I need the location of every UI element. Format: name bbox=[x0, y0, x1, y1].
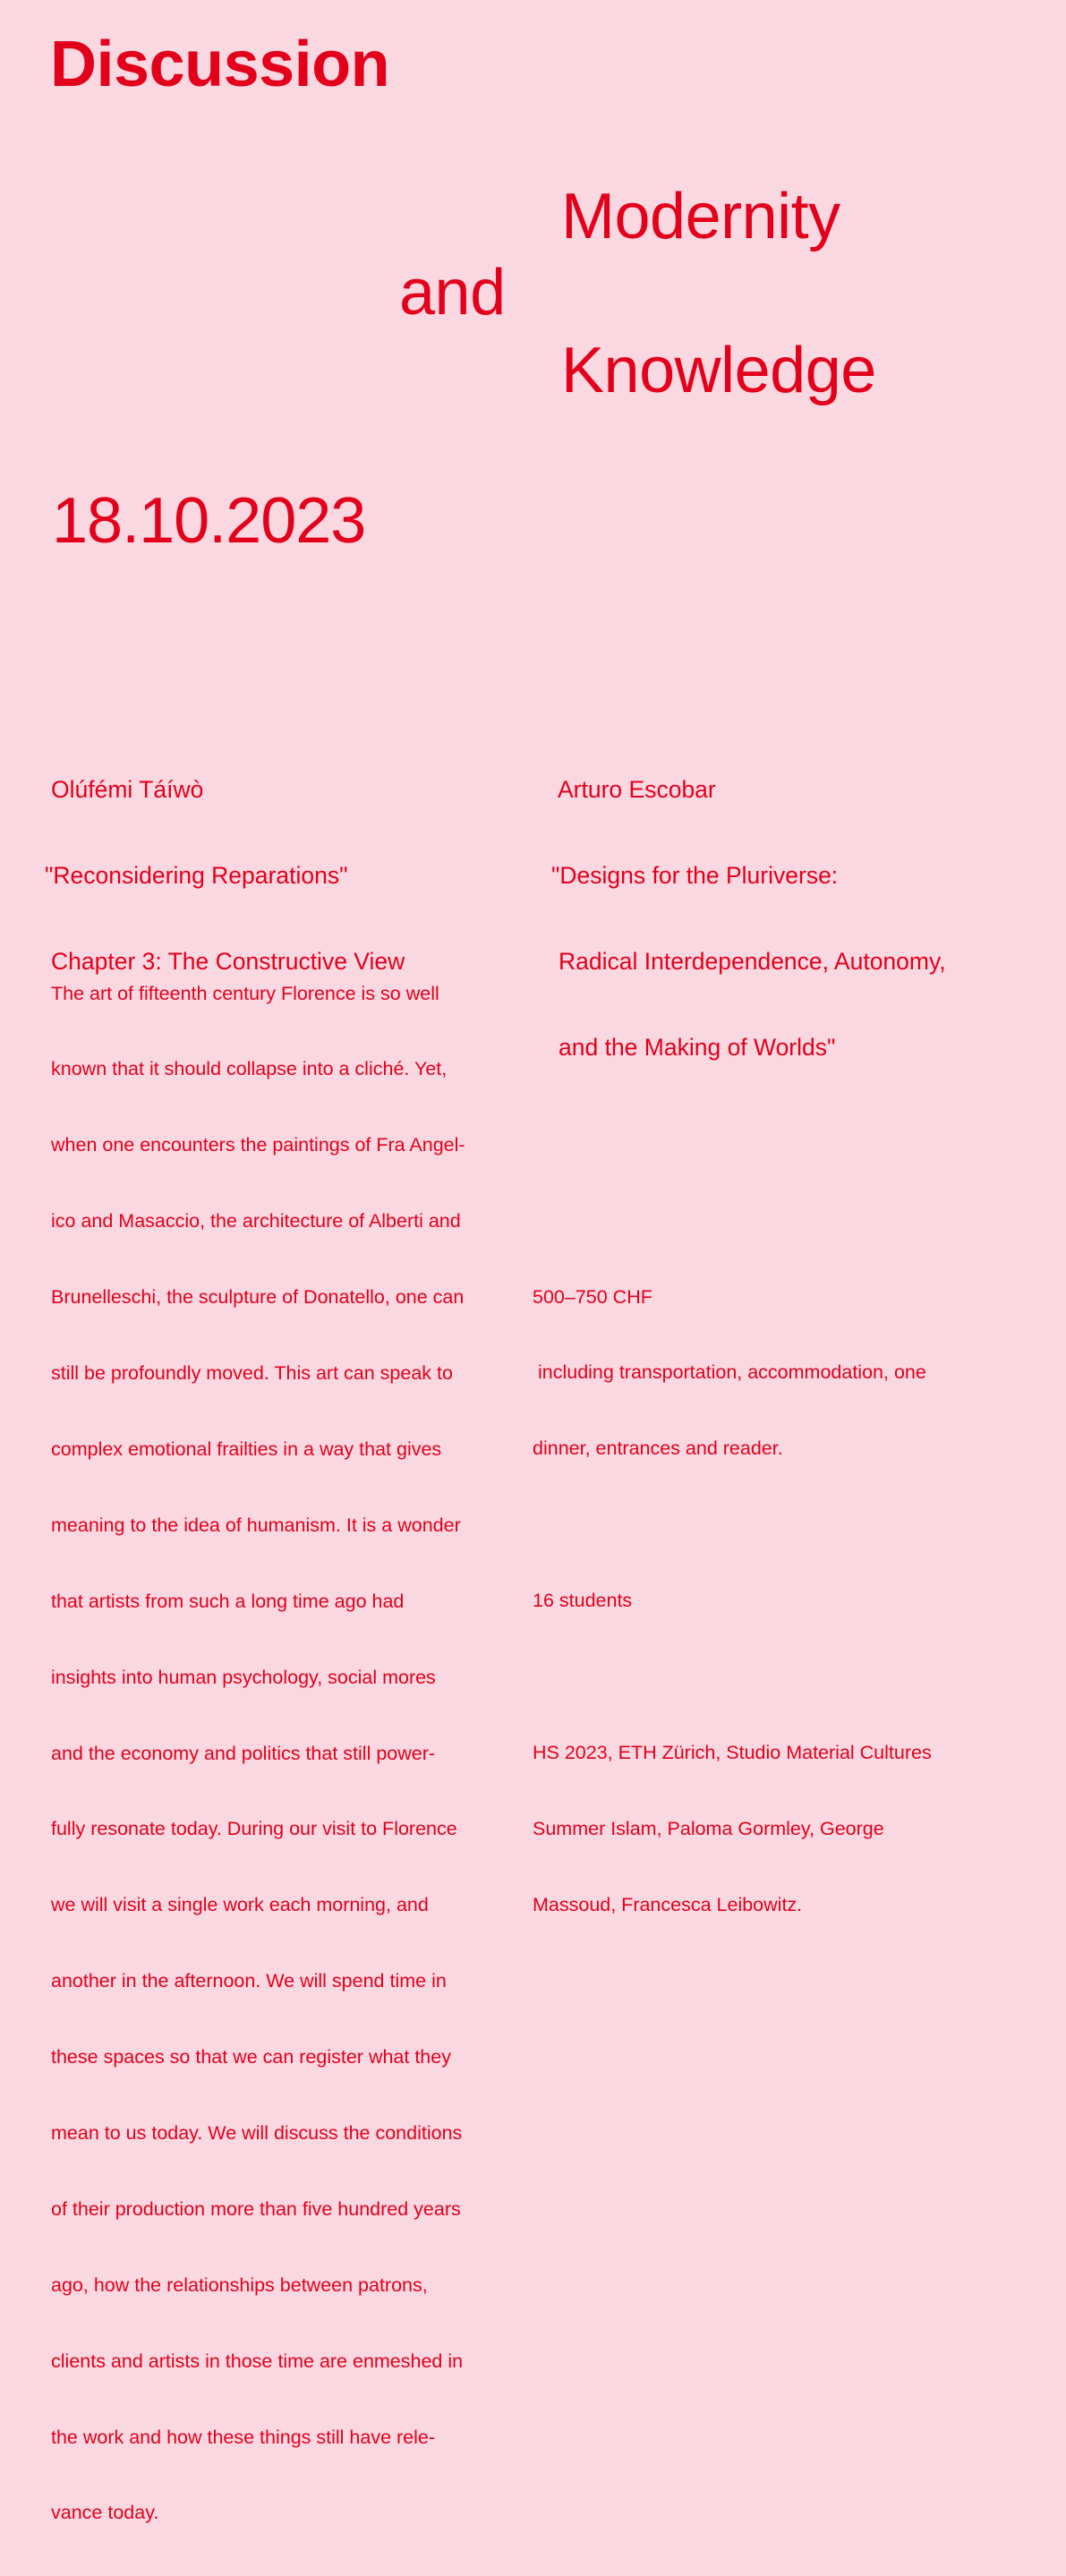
description-line: known that it should collapse into a cliché. Yet, bbox=[51, 1058, 448, 1080]
reading-right-title-line2: Radical Interdependence, Autonomy, bbox=[559, 948, 946, 975]
price: 500–750 CHF bbox=[533, 1285, 652, 1308]
description-line: complex emotional frailties in a way that gives bbox=[51, 1437, 442, 1460]
theme-word-modernity: Modernity bbox=[561, 181, 840, 252]
description-line: mean to us today. We will discuss the conditions bbox=[51, 2121, 463, 2144]
description-line: clients and artists in those time are enmeshed in bbox=[51, 2350, 464, 2372]
course-info bbox=[533, 1233, 998, 1968]
description-line: meaning to the idea of humanism. It is a wonder bbox=[51, 1514, 461, 1536]
price-note-line1: including transportation, accommodation, one bbox=[533, 1361, 926, 1384]
description-line: ago, how the relationships between patrons, bbox=[51, 2273, 428, 2296]
description-line: Brunelleschi, the sculpture of Donatello, one can bbox=[51, 1286, 465, 1309]
spacer bbox=[533, 1664, 998, 1689]
description-line: another in the afternoon. We will spend time in bbox=[51, 1970, 447, 1992]
description-line: that artists from such a long time ago had bbox=[51, 1590, 405, 1612]
description-line: and the economy and politics that still power- bbox=[51, 1742, 436, 1764]
description-line: The art of fifteenth century Florence is so well bbox=[51, 982, 439, 1004]
capacity: 16 students bbox=[533, 1590, 633, 1612]
reading-right-author: Arturo Escobar bbox=[558, 776, 716, 803]
description-line: these spaces so that we can register what they bbox=[51, 2046, 451, 2068]
description-line: fully resonate today. During our visit to Florence bbox=[51, 1818, 457, 1840]
reading-right-title-line1: "Designs for the Pluriverse: bbox=[551, 862, 839, 889]
reading-left-author: Olúfémi Táíwò bbox=[51, 776, 204, 803]
reading-right-title-line3: and the Making of Worlds" bbox=[559, 1034, 836, 1061]
description-line: of their production more than five hundred years bbox=[51, 2197, 461, 2220]
description-paragraph bbox=[51, 930, 499, 2576]
reading-right bbox=[551, 718, 946, 1119]
description-line: insights into human psychology, social mores bbox=[51, 1666, 436, 1688]
description-line: still be profoundly moved. This art can speak to bbox=[51, 1362, 453, 1385]
reading-left-title: "Reconsidering Reparations" bbox=[45, 862, 348, 889]
credits-line2: Summer Islam, Paloma Gormley, George bbox=[533, 1817, 884, 1839]
price-note-line2: dinner, entrances and reader. bbox=[533, 1437, 783, 1460]
description-line: vance today. bbox=[51, 2502, 159, 2524]
description-line: the work and how these things still have rele- bbox=[51, 2426, 436, 2448]
credits-line3: Massoud, Francesca Leibowitz. bbox=[533, 1893, 803, 1915]
theme-word-and: and bbox=[399, 257, 506, 328]
event-date: 18.10.2023 bbox=[52, 485, 366, 557]
description-line: we will visit a single work each morning, and bbox=[51, 1894, 429, 1916]
theme-word-knowledge: Knowledge bbox=[561, 335, 876, 406]
description-line: ico and Masaccio, the architecture of Alberti and bbox=[51, 1210, 461, 1233]
description-line: when one encounters the paintings of Fra Angel- bbox=[51, 1134, 465, 1156]
reading-left-chapter: Chapter 3: The Constructive View bbox=[51, 948, 405, 975]
credits-line1: HS 2023, ETH Zürich, Studio Material Cultures bbox=[533, 1741, 932, 1763]
spacer bbox=[533, 1512, 998, 1537]
poster-title: Discussion bbox=[50, 29, 390, 100]
